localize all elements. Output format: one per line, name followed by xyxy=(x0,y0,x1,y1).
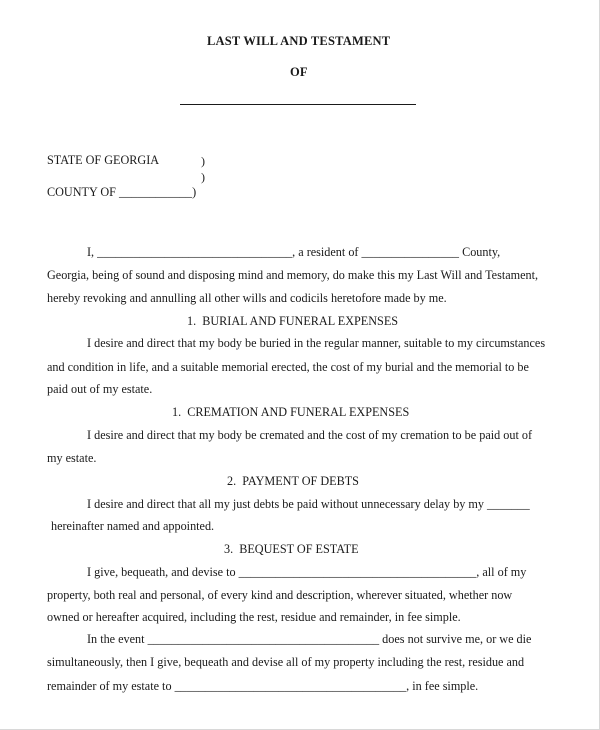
section-heading: 1. BURIAL AND FUNERAL EXPENSES xyxy=(187,314,399,328)
section-heading: 1. CREMATION AND FUNERAL EXPENSES xyxy=(172,405,410,419)
section-line: property, both real and personal, of every kind and description, wherever situated, whether now xyxy=(47,588,513,602)
section-line: In the event ______________________________________ does not survive me, or we die xyxy=(87,632,532,646)
section-line: I desire and direct that my body be cremated and the cost of my cremation to be paid out of xyxy=(87,428,533,442)
testator-name-line xyxy=(180,104,416,105)
section-heading: 3. BEQUEST OF ESTATE xyxy=(224,542,359,556)
section-line: I desire and direct that all my just debts be paid without unnecessary delay by my _______ xyxy=(87,497,530,511)
county-label: COUNTY OF ____________) xyxy=(47,185,197,199)
section-line: I give, bequeath, and devise to _______________________________________, all of my xyxy=(87,565,527,579)
section-heading: 2. PAYMENT OF DEBTS xyxy=(227,474,359,488)
section-line: remainder of my estate to ______________________________________, in fee simple. xyxy=(47,679,479,693)
section-line: I desire and direct that my body be buried in the regular manner, suitable to my circumstances xyxy=(87,336,546,350)
state-label: STATE OF GEORGIA xyxy=(47,153,160,167)
state-bracket-2: ) xyxy=(201,170,205,184)
section-line: owned or hereafter acquired, including the rest, residue and remainder, in fee simple. xyxy=(47,610,461,624)
intro-line: Georgia, being of sound and disposing mind and memory, do make this my Last Will and Testament, xyxy=(47,268,539,282)
section-line: simultaneously, then I give, bequeath and devise all of my property including the rest, residue and xyxy=(47,655,525,669)
document-title: LAST WILL AND TESTAMENT xyxy=(207,34,391,48)
document-of: OF xyxy=(290,65,308,79)
intro-line: I, ________________________________, a resident of ________________ County, xyxy=(87,245,501,259)
state-bracket-1: ) xyxy=(201,154,205,168)
intro-line: hereby revoking and annulling all other wills and codicils heretofore made by me. xyxy=(47,291,447,305)
section-line: my estate. xyxy=(47,451,97,465)
section-line: hereinafter named and appointed. xyxy=(51,519,215,533)
section-line: paid out of my estate. xyxy=(47,382,153,396)
section-line: and condition in life, and a suitable memorial erected, the cost of my burial and the memorial to be xyxy=(47,360,529,374)
